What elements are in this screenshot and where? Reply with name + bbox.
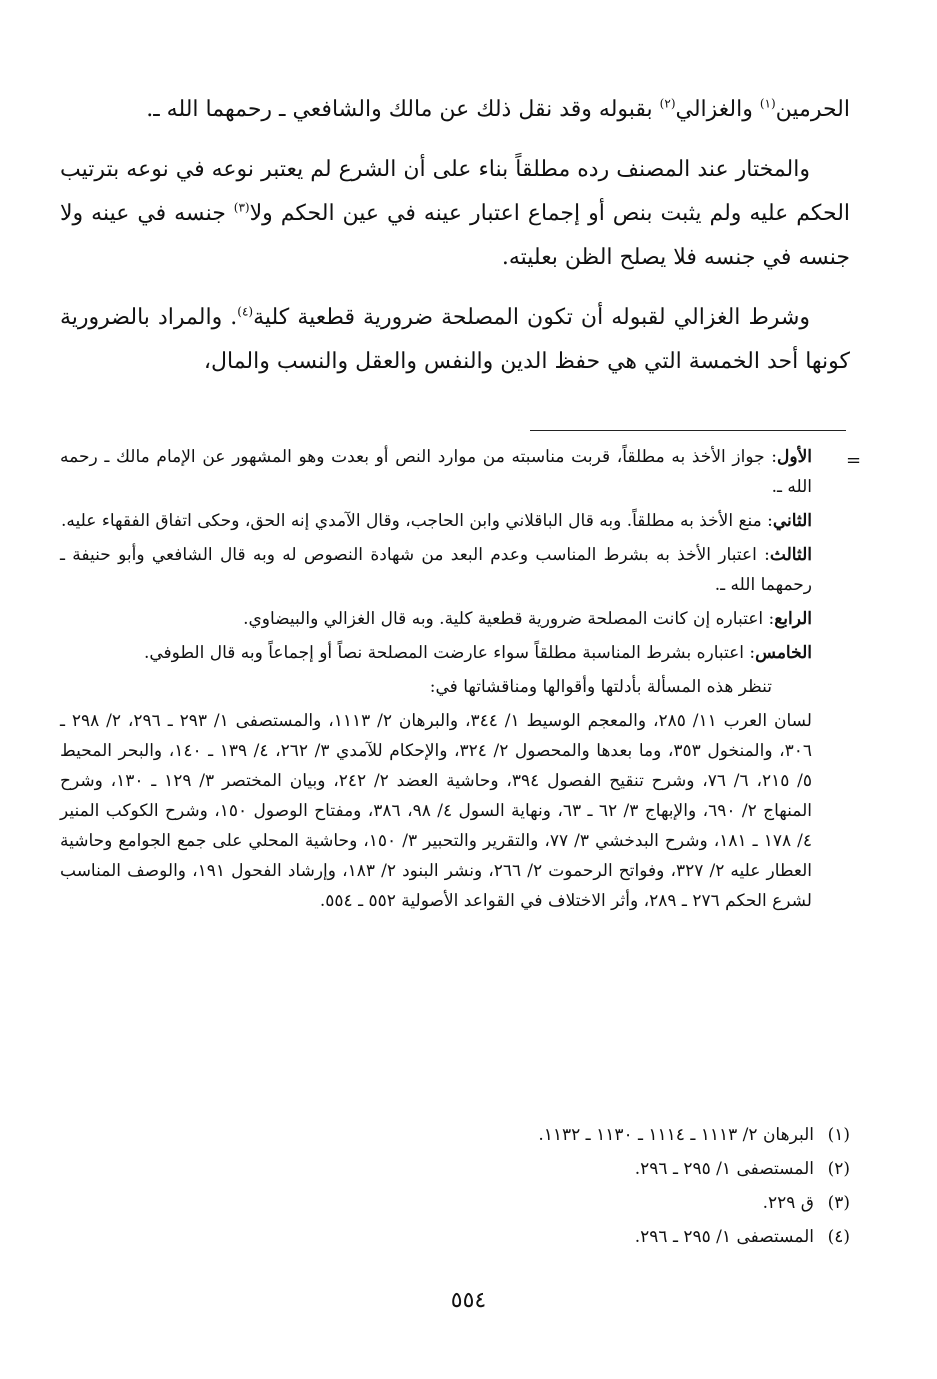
- footnote-number: (٢): [827, 1159, 850, 1179]
- footnote-number: (١): [827, 1125, 850, 1145]
- note-label: الأول: [777, 447, 812, 467]
- note-text: : جواز الأخذ به مطلقاً، قربت مناسبته من موارد النص أو بعدت وهو المشهور عن الإمام مالك ـ رحمه الله ـ.: [60, 447, 812, 497]
- footnote-2: [60, 1152, 850, 1186]
- footnote-1: [60, 1118, 850, 1152]
- note-label: الخامس: [755, 643, 812, 663]
- note-text: : اعتبار الأخذ به بشرط المناسب وعدم البعد من شهادة النصوص له وبه قال الشافعي وأبو حنيفة ـ رحمهما الله ـ.: [60, 545, 812, 595]
- paragraph-3: [60, 296, 850, 384]
- note-item: [60, 638, 812, 668]
- footnote-ref-2[interactable]: (٢): [659, 96, 676, 111]
- footnote-text: المستصفى ١/ ٢٩٥ ـ ٢٩٦.: [634, 1159, 814, 1179]
- text-run: . والمراد بالضرورية كونها أحد الخمسة التي هي حفظ الدين والنفس والعقل والنسب والمال،: [60, 305, 850, 374]
- note-item: [60, 506, 812, 536]
- text-run: والغزالي: [675, 97, 760, 122]
- note-label: الثاني: [772, 511, 812, 531]
- footnote-number: (٣): [827, 1193, 850, 1213]
- note-item: [60, 604, 812, 634]
- footnote-3: [60, 1186, 850, 1220]
- footnote-separator: [530, 430, 846, 431]
- note-item: [60, 540, 812, 600]
- text-run: بقبوله وقد نقل ذلك عن مالك والشافعي ـ رحمهما الله ـ.: [146, 97, 660, 122]
- footnote-4: [60, 1220, 850, 1254]
- footnote-text: البرهان ٢/ ١١١٣ ـ ١١١٤ ـ ١١٣٠ ـ ١١٣٢.: [538, 1125, 814, 1145]
- footnote-ref-1[interactable]: (١): [759, 96, 776, 111]
- text-run: والمختار عند المصنف رده مطلقاً بناء على أن الشرع لم يعتبر نوعه في نوعه بترتيب الحكم عليه ولم يثبت بنص أو إجماع اعتبار عينه في عين الحكم ولا: [60, 157, 851, 226]
- footnote-text: ق ٢٢٩.: [762, 1193, 814, 1213]
- text-run: وشرط الغزالي لقبوله أن تكون المصلحة ضرورية قطعية كلية: [253, 305, 810, 330]
- note-item: [60, 442, 812, 502]
- text-run: الحرمين: [775, 97, 850, 122]
- note-text: : منع الأخذ به مطلقاً. وبه قال الباقلاني وابن الحاجب، وقال الآمدي إنه الحق، وحكى اتفاق الفقهاء عليه.: [61, 511, 773, 531]
- footnote-number: (٤): [827, 1227, 850, 1247]
- footnote-ref-4[interactable]: (٤): [237, 304, 254, 319]
- refs-intro: تنظر هذه المسألة بأدلتها وأقوالها ومناقشاتها في:: [429, 677, 772, 697]
- footnotes: [60, 1118, 850, 1254]
- page-number: ٥٥٤: [450, 1288, 487, 1313]
- paragraph-2: [60, 148, 850, 280]
- text-run: جنسه في عينه ولا جنسه في جنسه فلا يصلح الظن بعليته.: [60, 201, 850, 270]
- note-label: الرابع: [774, 609, 812, 629]
- main-text: [60, 88, 850, 384]
- note-label: الثالث: [769, 545, 812, 565]
- refs-list: لسان العرب ١١/ ٢٨٥، والمعجم الوسيط ١/ ٣٤٤، والبرهان ٢/ ١١١٣، والمستصفى ١/ ٢٩٣ ـ ٢٩٦، ٢/ ٢٩٨ ـ ٣٠٦، والمنخول ٣٥٣، وما بعدها والمحصول ٢/ ٣٢٤، والإحكام للآمدي ٣/ ٢٦٢، ٤/ ١٣٩ ـ ١٤٠، والبحر المحيط ٥/ ٢١٥، ٦/ ٧٦، وشرح تنقيح الفصول ٣٩٤، وحاشية العضد ٢/ ٢٤٢، وبيان المختصر ٣/ ١٢٩ ـ ١٣٠، وشرح المنهاج ٢/ ٦٩٠، والإبهاج ٣/ ٦٢ ـ ٦٣، ونهاية السول ٤/ ٩٨، ٣٨٦، ومفتاح الوصول ١٥٠، وشرح الكوكب المنير ٤/ ١٧٨ ـ ١٨١، وشرح البدخشي ٣/ ٧٧، والتقرير والتحبير ٣/ ١٥٠، وحاشية المحلي على جمع الجوامع وحاشية العطار عليه ٢/ ٣٢٧، وفواتح الرحموت ٢/ ٢٦٦، ونشر البنود ٢/ ١٨٣، وإرشاد الفحول ١٩١، والوصف المناسب لشرع الحكم ٢٧٦ ـ ٢٨٩، وأثر الاختلاف في القواعد الأصولية ٥٥٢ ـ ٥٥٤.: [60, 711, 813, 911]
- continuation-mark: =: [846, 450, 862, 471]
- continued-note: [60, 442, 812, 920]
- footnote-text: المستصفى ١/ ٢٩٥ ـ ٢٩٦.: [634, 1227, 814, 1247]
- footnote-ref-3[interactable]: (٣): [233, 200, 250, 215]
- paragraph-1: [60, 88, 850, 132]
- note-text: : اعتباره إن كانت المصلحة ضرورية قطعية كلية. وبه قال الغزالي والبيضاوي.: [243, 609, 775, 629]
- note-text: : اعتباره بشرط المناسبة مطلقاً سواء عارضت المصلحة نصاً أو إجماعاً وبه قال الطوفي.: [143, 643, 756, 663]
